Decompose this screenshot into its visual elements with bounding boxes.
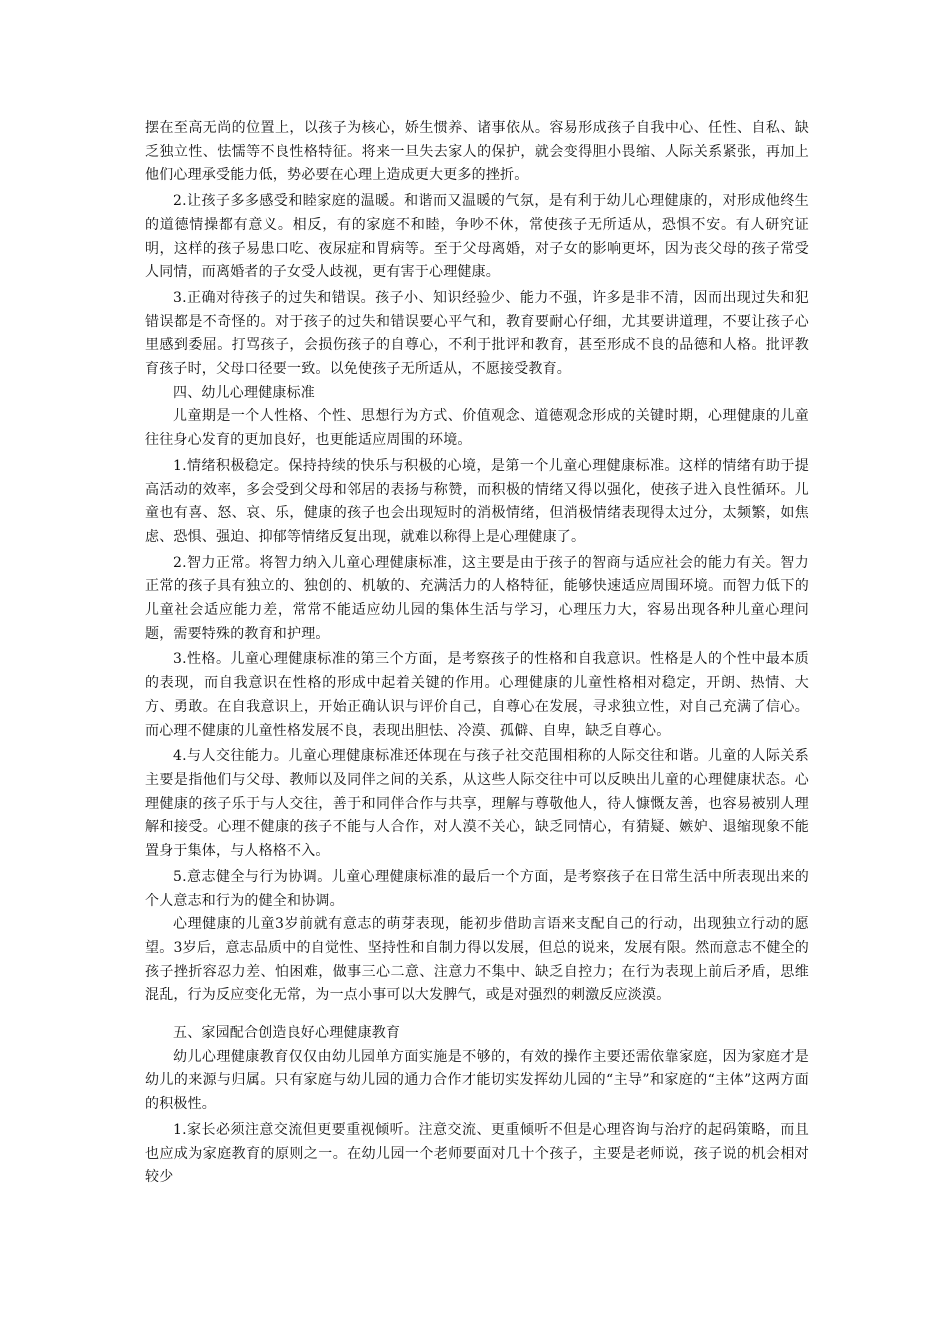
paragraph-standard-intelligence: 2.智力正常。将智力纳入儿童心理健康标准，这主要是由于孩子的智商与适应社会的能力有关。智力正常的孩子具有独立的、独创的、机敏的、充满活力的人格特征，能够快速适应周围环境。而智力低下的儿童社会适应能力差，常常不能适应幼儿园的集体生活与学习，心理压力大，容易出现各种儿童心理问题，需要特殊的教育和护理。 <box>145 554 809 642</box>
paragraph-cooperation-intro: 幼儿心理健康教育仅仅由幼儿园单方面实施是不够的，有效的操作主要还需依靠家庭，因为家庭才是幼儿的来源与归属。只有家庭与幼儿园的通力合作才能切实发挥幼儿园的“主导”和家庭的“主体”这两方面的积极性。 <box>145 1048 809 1113</box>
paragraph-standard-emotion: 1.情绪积极稳定。保持持续的快乐与积极的心境，是第一个儿童心理健康标准。这样的情绪有助于提高活动的效率，多会受到父母和邻居的表扬与称赞，而积极的情绪又得以强化，使孩子进入良性循环。儿童也有喜、怒、哀、乐，健康的孩子也会出现短时的消极情绪，但消极情绪表现得太过分，太频繁，如焦虑、恐惧、强迫、抑郁等情绪反复出现，就难以称得上是心理健康了。 <box>145 457 809 545</box>
paragraph-standard-social: 4.与人交往能力。儿童心理健康标准还体现在与孩子社交范围相称的人际交往和谐。儿童的人际关系主要是指他们与父母、教师以及同伴之间的关系，从这些人际交往中可以反映出儿童的心理健康状态。心理健康的孩子乐于与人交往，善于和同伴合作与共享，理解与尊敬他人，待人慷慨友善，也容易被别人理解和接受。心理不健康的孩子不能与人合作，对人漠不关心，缺乏同情心，有猜疑、嫉妒、退缩现象不能置身于集体，与人格格不入。 <box>145 748 809 860</box>
paragraph-mistakes: 3.正确对待孩子的过失和错误。孩子小、知识经验少、能力不强，许多是非不清，因而出现过失和犯错误都是不奇怪的。对于孩子的过失和错误要心平气和，教育要耐心仔细，尤其要讲道理，不要让孩子心里感到委屈。打骂孩子，会损伤孩子的自尊心，不利于批评和教育，甚至形成不良的品德和人格。批评教育孩子时，父母口径要一致。以免使孩子无所适从，不愿接受教育。 <box>145 289 809 378</box>
paragraph-standard-character: 3.性格。儿童心理健康标准的第三个方面，是考察孩子的性格和自我意识。性格是人的个性中最本质的表现，而自我意识在性格的形成中起着关键的作用。心理健康的儿童性格相对稳定，开朗、热情、大方、勇敢。在自我意识上，开始正确认识与评价自己，自尊心在发展，寻求独立性，对自己充满了信心。而心理不健康的儿童性格发展不良，表现出胆怯、冷漠、孤僻、自卑，缺乏自尊心。 <box>145 651 809 739</box>
paragraph-listening: 1.家长必须注意交流但更要重视倾听。注意交流、更重倾听不但是心理咨询与治疗的起码策略，而且也应成为家庭教育的原则之一。在幼儿园一个老师要面对几十个孩子，主要是老师说，孩子说的机会相对较少 <box>145 1121 809 1186</box>
paragraph-intro-continued: 摆在至高无尚的位置上，以孩子为核心，娇生惯养、诸事依从。容易形成孩子自我中心、任性、自私、缺乏独立性、怯懦等不良性格特征。将来一旦失去家人的保护，就会变得胆小畏缩、人际关系紧张，再加上他们心理承受能力低，势必要在心理上造成更大更多的挫折。 <box>145 120 809 184</box>
section-heading-standards: 四、幼儿心理健康标准 <box>173 384 315 401</box>
section-spacer <box>145 1008 809 1022</box>
paragraph-will-detail: 心理健康的儿童3岁前就有意志的萌芽表现，能初步借助言语来支配自己的行动，出现独立行动的愿望。3岁后，意志品质中的自觉性、坚持性和自制力得以发展，但总的说来，发展有限。然而意志不健全的孩子挫折容忍力差、怕困难，做事三心二意、注意力不集中、缺乏自控力；在行为表现上前后矛盾，思维混乱，行为反应变化无常，为一点小事可以大发脾气，或是对强烈的刺激反应淡漠。 <box>145 916 809 1004</box>
paragraph-standard-will: 5.意志健全与行为协调。儿童心理健康标准的最后一个方面，是考察孩子在日常生活中所表现出来的个人意志和行为的健全和协调。 <box>145 868 809 909</box>
document-page <box>145 117 809 1190</box>
paragraph-standards-intro: 儿童期是一个人性格、个性、思想行为方式、价值观念、道德观念形成的关键时期，心理健康的儿童往往身心发育的更加良好，也更能适应周围的环境。 <box>145 408 809 449</box>
paragraph-family-harmony: 2.让孩子多多感受和睦家庭的温暖。和谐而又温暖的气氛，是有利于幼儿心理健康的，对形成他终生的道德情操都有意义。相反，有的家庭不和睦，争吵不休，常使孩子无所适从，恐惧不安。有人研究证明，这样的孩子易患口吃、夜尿症和胃病等。至于父母离婚，对子女的影响更坏，因为丧父母的孩子常受人同情，而离婚者的子女受人歧视，更有害于心理健康。 <box>145 193 809 281</box>
section-heading-cooperation: 五、家园配合创造良好心理健康教育 <box>173 1025 401 1042</box>
